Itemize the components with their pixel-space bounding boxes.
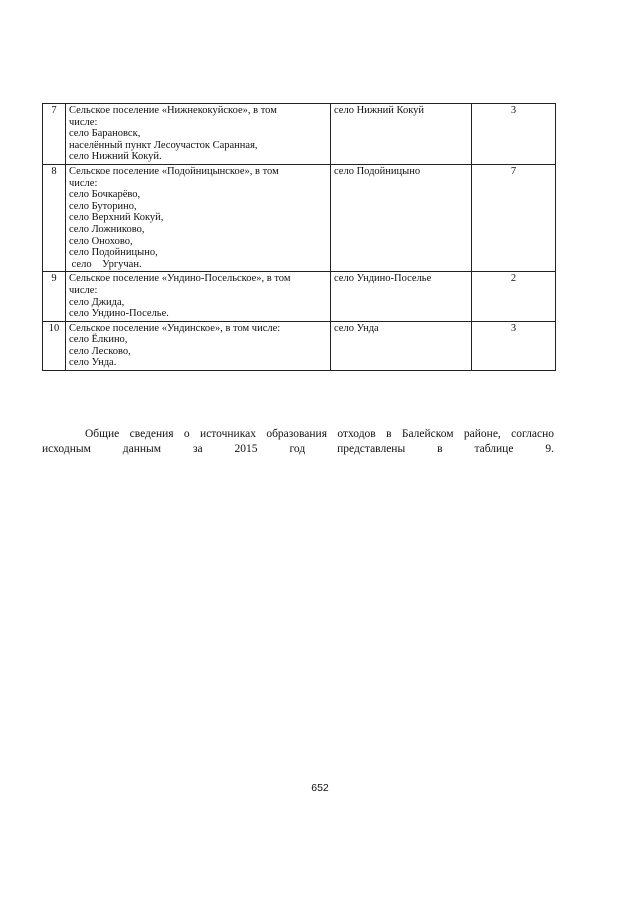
- row-number: 7: [43, 104, 66, 165]
- row-number: 9: [43, 272, 66, 321]
- settlement-line: село Ёлкино,: [69, 334, 128, 346]
- settlements-table: [42, 103, 556, 371]
- settlement-count-cell: 3: [472, 321, 556, 370]
- settlements-table-body: [43, 104, 556, 371]
- settlement-line: Сельское поселение «Ундино-Посельское», в том: [69, 273, 291, 285]
- settlement-line: село Унда.: [69, 357, 117, 369]
- page-number: 652: [311, 782, 329, 794]
- table-row: [43, 321, 556, 370]
- settlement-line: населённый пункт Лесоучасток Саранная,: [69, 139, 258, 151]
- settlement-line: село Буторино,: [69, 200, 137, 212]
- settlement-line: село Лесково,: [69, 345, 131, 357]
- settlement-line: село Ундино-Поселье.: [69, 308, 169, 320]
- row-number: 10: [43, 321, 66, 370]
- settlement-line: Сельское поселение «Ундинское», в том числе:: [69, 322, 281, 334]
- settlement-name-cell: [66, 272, 331, 321]
- settlement-line: село Джида,: [69, 296, 125, 308]
- settlement-count-cell: 7: [472, 164, 556, 271]
- settlement-line: село Ложниково,: [69, 223, 145, 235]
- row-number: 8: [43, 164, 66, 271]
- admin-center-cell: село Подойницыно: [331, 164, 472, 271]
- summary-paragraph: [42, 427, 554, 457]
- settlement-line: село Барановск,: [69, 128, 141, 140]
- paragraph-line-1: Общие сведения о источниках образования отходов в Балейском районе, согласно: [85, 428, 554, 440]
- settlement-line: Сельское поселение «Нижнекокуйское», в том: [69, 105, 277, 116]
- settlement-name-cell: [66, 321, 331, 370]
- settlement-line: село Нижний Кокуй.: [69, 151, 162, 163]
- settlement-line: числе:: [69, 284, 98, 296]
- table-row: [43, 164, 556, 271]
- settlement-line: село Бочкарёво,: [69, 189, 141, 201]
- admin-center-cell: село Унда: [331, 321, 472, 370]
- settlement-line: Сельское поселение «Подойницынское», в том: [69, 165, 279, 177]
- table-row: [43, 104, 556, 165]
- settlement-name-cell: [66, 164, 331, 271]
- settlement-line: село Онохово,: [69, 235, 133, 247]
- table-row: [43, 272, 556, 321]
- settlement-count-cell: 3: [472, 104, 556, 165]
- admin-center-cell: село Нижний Кокуй: [331, 104, 472, 165]
- paragraph-line-2: исходным данным за 2015 год представлены в таблице 9.: [42, 443, 554, 455]
- settlement-line: числе:: [69, 177, 98, 189]
- settlement-line: село Ургучан.: [69, 258, 142, 270]
- admin-center-cell: село Ундино-Поселье: [331, 272, 472, 321]
- settlement-line: числе:: [69, 116, 98, 128]
- settlement-name-cell: [66, 104, 331, 165]
- settlement-count-cell: 2: [472, 272, 556, 321]
- settlement-line: село Подойницыно,: [69, 247, 158, 259]
- settlement-line: село Верхний Кокуй,: [69, 212, 164, 224]
